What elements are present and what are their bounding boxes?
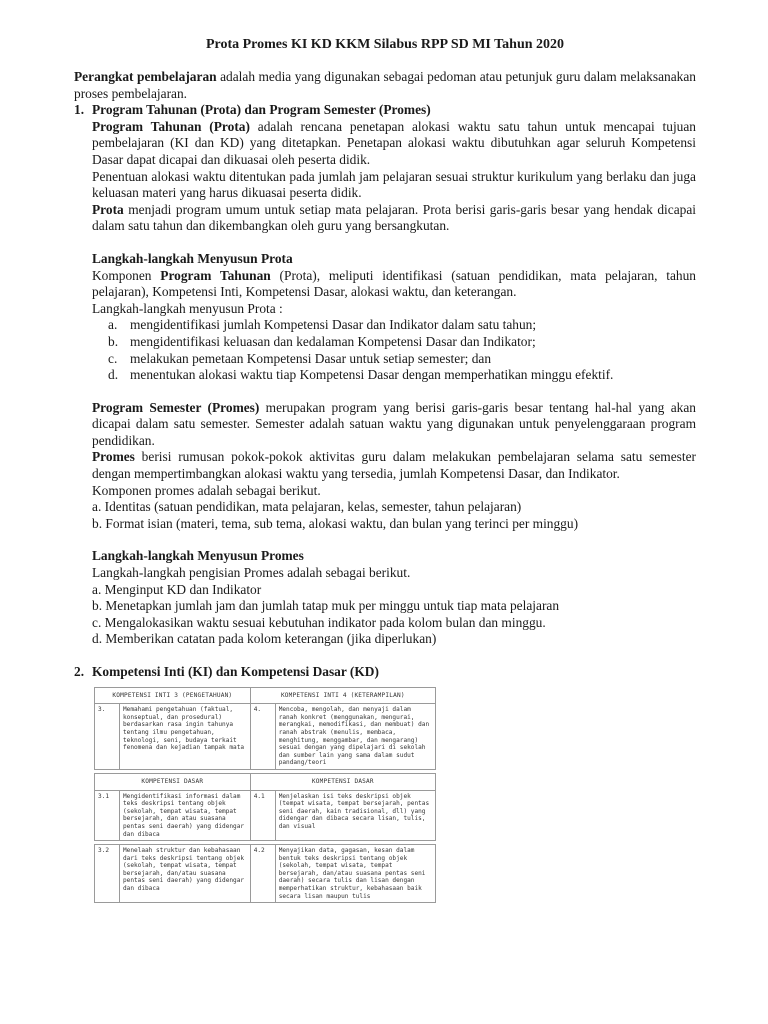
section1-number: 1. [74,102,85,118]
prota-steps-heading: Langkah-langkah Menyusun Prota [92,250,293,266]
document-title: Prota Promes KI KD KKM Silabus RPP SD MI Tahun 2020 [205,37,565,52]
components-prefix: Komponen [92,267,161,283]
list-item: b. mengidentifikasi keluasan dan kedalaman Kompetensi Dasar dan Indikator; [108,333,536,349]
promes-term: Program Semester (Promes) [92,399,260,415]
list-item: a. Menginput KD dan Indikator [92,581,262,597]
table-row [95,790,436,841]
ki4-text: Mencoba, mengolah, dan menyaji dalam ranah konkret (menggunakan, mengurai, merangkai, memodifikasi, dan membuat) dan ranah abstrak (menulis, membaca, menghitung, menggambar, dan mengarang) sesuai dengan yang dipelajari di sekolah dan sumber lain yang sama dalam sudut pandang/teori [275,704,435,770]
prota-general-text: menjadi program umum untuk setiap mata pelajaran. Prota berisi garis-garis besar yang hendak dicapai dalam satu tahun dan dikembangkan oleh guru yang bersangkutan. [92,201,696,234]
table-row [95,687,436,704]
prota-term-2: Prota [92,201,124,217]
kd-table-image [94,687,436,904]
components-text: (Prota), meliputi identifikasi (satuan pendidikan, mata pelajaran, tahun pelajaran), Kompetensi Inti, Kompetensi Dasar, alokasi waktu, dan keterangan. [92,267,697,300]
promes-content-paragraph [92,449,696,482]
allocation-paragraph: Penentuan alokasi waktu ditentukan pada jumlah jam pelajaran sesuai struktur kurikulum yang berlaku dan juga keluasan materi yang harus dikuasai peserta didik. [92,168,696,201]
kd-text: Menyajikan data, gagasan, kesan dalam bentuk teks deskripsi tentang objek (sekolah, tempat wisata, tempat bersejarah, dan/atau suasana pentas seni daerah) secara tulis dan lisan dengan memperhatikan struktur, kebahasaan baik secara lisan maupun tulis [275,845,435,903]
kd-text: Mengidentifikasi informasi dalam teks deskripsi tentang objek (sekolah, tempat wisata, tempat bersejarah, dan atau suasana pentas seni daerah) yang didengar dan dibaca [120,790,251,841]
prota-steps-intro: Langkah-langkah menyusun Prota : [92,300,283,316]
promes-body [74,384,696,648]
promes-steps-intro: Langkah-langkah pengisian Promes adalah sebagai berikut. [92,565,411,581]
list-item: d. menentukan alokasi waktu tiap Kompetensi Dasar dengan memperhatikan minggu efektif. [108,367,614,383]
list-item: c. Mengalokasikan waktu sesuai kebutuhan indikator pada kolom bulan dan minggu. [92,614,546,630]
kd-number: 3.2 [95,845,120,903]
ki-kd-table [94,687,436,904]
kd-header-left: KOMPETENSI DASAR [95,773,251,790]
prota-general-paragraph [92,202,696,235]
kd-number: 4.1 [250,790,275,841]
list-item: c. melakukan pemetaan Kompetensi Dasar untuk setiap semester; dan [108,350,492,366]
intro-text: adalah media yang digunakan sebagai pedoman atau petunjuk guru dalam melaksanakan proses pembelajaran. [74,69,696,101]
list-item: b. Menetapkan jumlah jam dan jumlah tatap muk per minggu untuk tiap mata pelajaran [92,598,560,614]
section1-body [74,119,696,318]
prota-term: Program Tahunan (Prota) [92,118,250,134]
list-item: a. Identitas (satuan pendidikan, mata pelajaran, kelas, semester, tahun pelajaran) [92,499,522,515]
kd-number: 4.2 [250,845,275,903]
promes-definition-text: merupakan program yang berisi garis-garis besar tentang hal-hal yang akan dicapai dalam satu semester. Semester adalah satuan waktu yang digunakan untuk penyelenggaraan program pendidikan. [92,399,696,448]
promes-components-intro: Komponen promes adalah sebagai berikut. [92,482,321,498]
promes-content-text: berisi rumusan pokok-pokok aktivitas guru dalam melakukan pembelajaran selama satu semester dengan mempertimbangkan alokasi waktu yang tersedia, jumlah Kompetensi Dasar, dan Indikator. [92,449,696,482]
ki4-header: KOMPETENSI INTI 4 (KETERAMPILAN) [250,687,435,704]
promes-steps-heading: Langkah-langkah Menyusun Promes [92,548,304,564]
list-item: a. mengidentifikasi jumlah Kompetensi Dasar dan Indikator dalam satu tahun; [108,317,537,333]
promes-term-2: Promes [92,449,135,465]
ki3-number: 3. [95,704,120,770]
promes-definition [92,400,696,450]
section1-heading [74,102,696,119]
prota-steps-list [74,317,696,383]
ki4-number: 4. [250,704,275,770]
list-item: d. Memberikan catatan pada kolom keterangan (jika diperlukan) [92,631,437,647]
intro-paragraph [74,69,696,102]
kd-text: Menelaah struktur dan kebahasaan dari teks deskripsi tentang objek (sekolah, tempat wisata, tempat bersejarah, dan/atau suasana pentas seni daerah) yang didengar dan dibaca [120,845,251,903]
prota-components-paragraph [92,268,696,301]
kd-number: 3.1 [95,790,120,841]
table-row [95,704,436,770]
kd-text: Menjelaskan isi teks deskripsi objek (tempat wisata, tempat bersejarah, pentas seni daerah, kain tradisional, dll) yang didengar dan dibaca secara lisan, tulis, dan visual [275,790,435,841]
kd-header-right: KOMPETENSI DASAR [250,773,435,790]
table-row [95,773,436,790]
prota-definition-text: adalah rencana penetapan alokasi waktu satu tahun untuk mencapai tujuan pembelajaran (KI dan KD) yang ditetapkan. Penetapan alokasi waktu dibutuhkan agar seluruh Kompetensi Dasar dapat dicapai dan dikuasai oleh peserta didik. [92,118,696,167]
ki3-text: Memahami pengetahuan (faktual, konseptual, dan prosedural) berdasarkan rasa ingin tahunya tentang ilmu pengetahuan, teknologi, seni, budaya terkait fenomena dan kejadian tampak mata [120,704,251,770]
section2-title: Kompetensi Inti (KI) dan Kompetensi Dasar (KD) [92,664,379,679]
prota-definition [92,119,696,169]
table-row [95,845,436,903]
list-item: b. Format isian (materi, tema, sub tema, alokasi waktu, dan bulan yang terinci per minggu) [92,515,579,531]
section2-number: 2. [74,664,85,679]
section2-heading [74,664,696,681]
components-term: Program Tahunan [160,267,271,283]
section1-title: Program Tahunan (Prota) dan Program Semester (Promes) [92,102,431,118]
intro-bold: Perangkat pembelajaran [74,69,217,84]
ki3-header: KOMPETENSI INTI 3 (PENGETAHUAN) [95,687,251,704]
